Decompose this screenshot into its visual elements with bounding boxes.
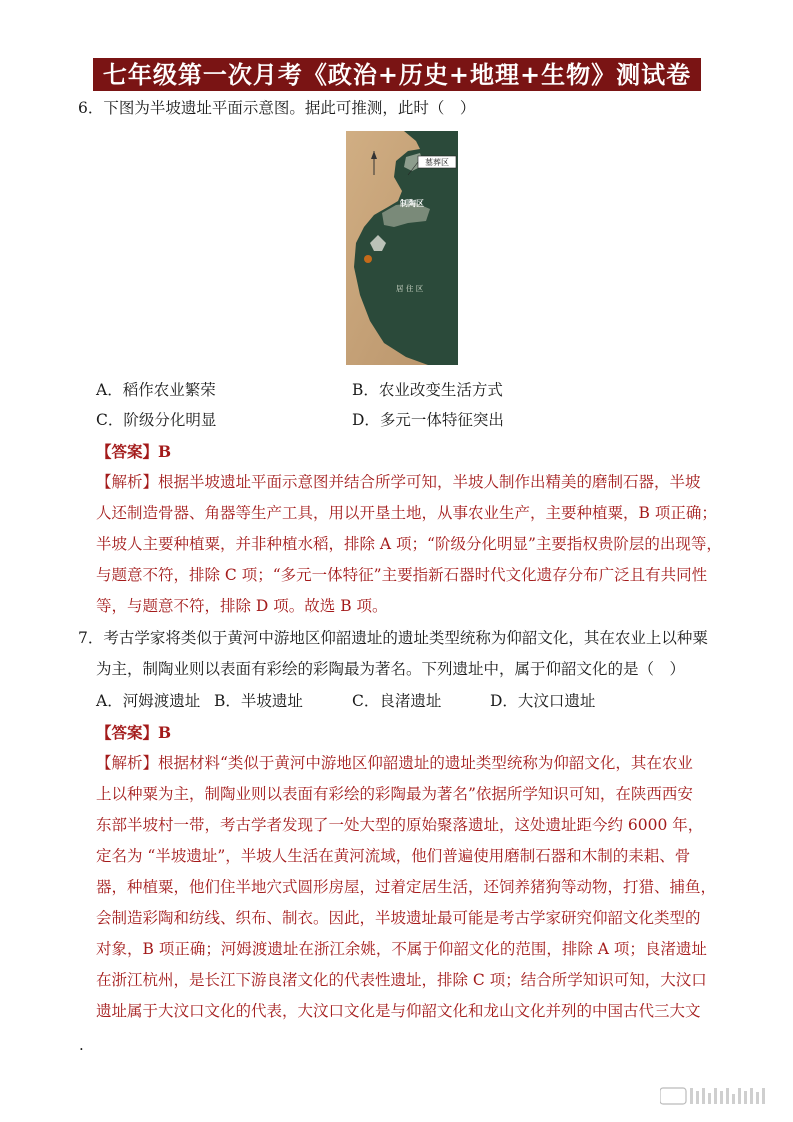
q6-analysis-line: 人还制造骨器、角器等生产工具，用以开垦土地，从事农业生产，主要种植粟，B 项正确； bbox=[96, 504, 717, 522]
q7-analysis-line: 定名为 “半坡遗址”，半坡人生活在黄河流域，他们普遍使用磨制石器和木制的耒耜、骨 bbox=[96, 847, 691, 865]
map-label-tomb: 墓葬区 bbox=[425, 158, 449, 167]
q7-analysis-line: 东部半坡村一带，考古学者发现了一处大型的原始聚落遗址，这处遗址距今约 6000 年， bbox=[96, 816, 704, 834]
question-6-stem: 6．下图为半坡遗址平面示意图。据此可推测，此时（ ） bbox=[78, 99, 476, 117]
q6-analysis-line: 等，与题意不符，排除 D 项。故选 B 项。 bbox=[96, 597, 388, 615]
q6-option-d: D．多元一体特征突出 bbox=[352, 411, 504, 429]
q6-analysis-line: 【解析】根据半坡遗址平面示意图并结合所学可知，半坡人制作出精美的磨制石器，半坡 bbox=[96, 473, 701, 491]
q7-analysis-line: 在浙江杭州，是长江下游良渚文化的代表性遗址，排除 C 项；结合所学知识可知，大汶口 bbox=[96, 971, 707, 989]
q7-option-d: D．大汶口遗址 bbox=[490, 692, 596, 710]
footer-dot: . bbox=[79, 1036, 84, 1054]
q6-answer: 【答案】B bbox=[96, 442, 172, 461]
q7-option-a: A．河姆渡遗址 bbox=[96, 692, 201, 710]
q7-analysis-line: 【解析】根据材料“类似于黄河中游地区仰韶遗址的遗址类型统称为仰韶文化，其在农业 bbox=[96, 754, 693, 772]
q7-option-c: C．良渚遗址 bbox=[352, 692, 442, 710]
map-label-pottery: 制陶区 bbox=[400, 199, 424, 208]
map-label-living: 居 住 区 bbox=[396, 284, 424, 293]
page-title-banner: 七年级第一次月考《政治+历史+地理+生物》测试卷 bbox=[93, 58, 701, 91]
q7-analysis-line: 遗址属于大汶口文化的代表，大汶口文化是与仰韶文化和龙山文化并列的中国古代三大文 bbox=[96, 1002, 701, 1020]
q6-option-b: B．农业改变生活方式 bbox=[352, 381, 503, 399]
banpo-site-map bbox=[346, 131, 458, 365]
question-7-stem-line: 为主，制陶业则以表面有彩绘的彩陶最为著名。下列遗址中，属于仰韶文化的是（ ） bbox=[96, 660, 686, 678]
q7-analysis-line: 器，种植粟，他们住半地穴式圆形房屋，过着定居生活，还饲养猪狗等动物，打猎、捕鱼， bbox=[96, 878, 717, 896]
q6-option-a: A．稻作农业繁荣 bbox=[96, 381, 216, 399]
q7-option-b: B．半坡遗址 bbox=[214, 692, 303, 710]
q6-analysis-line: 半坡人主要种植粟，并非种植水稻，排除 A 项；“阶级分化明显”主要指权贵阶层的出现等， bbox=[96, 535, 722, 553]
question-7-stem-line: 7．考古学家将类似于黄河中游地区仰韶遗址的遗址类型统称为仰韶文化，其在农业上以种粟 bbox=[78, 629, 708, 647]
watermark-logo bbox=[660, 1086, 770, 1106]
q6-option-c: C．阶级分化明显 bbox=[96, 411, 217, 429]
q7-analysis-line: 上以种粟为主，制陶业则以表面有彩绘的彩陶最为著名”依据所学知识可知，在陕西西安 bbox=[96, 785, 693, 803]
q7-answer: 【答案】B bbox=[96, 723, 172, 742]
q7-analysis-line: 会制造彩陶和纺线、织布、制衣。因此，半坡遗址最可能是考古学家研究仰韶文化类型的 bbox=[96, 909, 701, 927]
q7-analysis-line: 对象，B 项正确；河姆渡遗址在浙江余姚，不属于仰韶文化的范围，排除 A 项；良渚遗址 bbox=[96, 940, 707, 958]
q6-analysis-line: 与题意不符，排除 C 项；“多元一体特征”主要指新石器时代文化遗存分布广泛且有共同性 bbox=[96, 566, 708, 584]
